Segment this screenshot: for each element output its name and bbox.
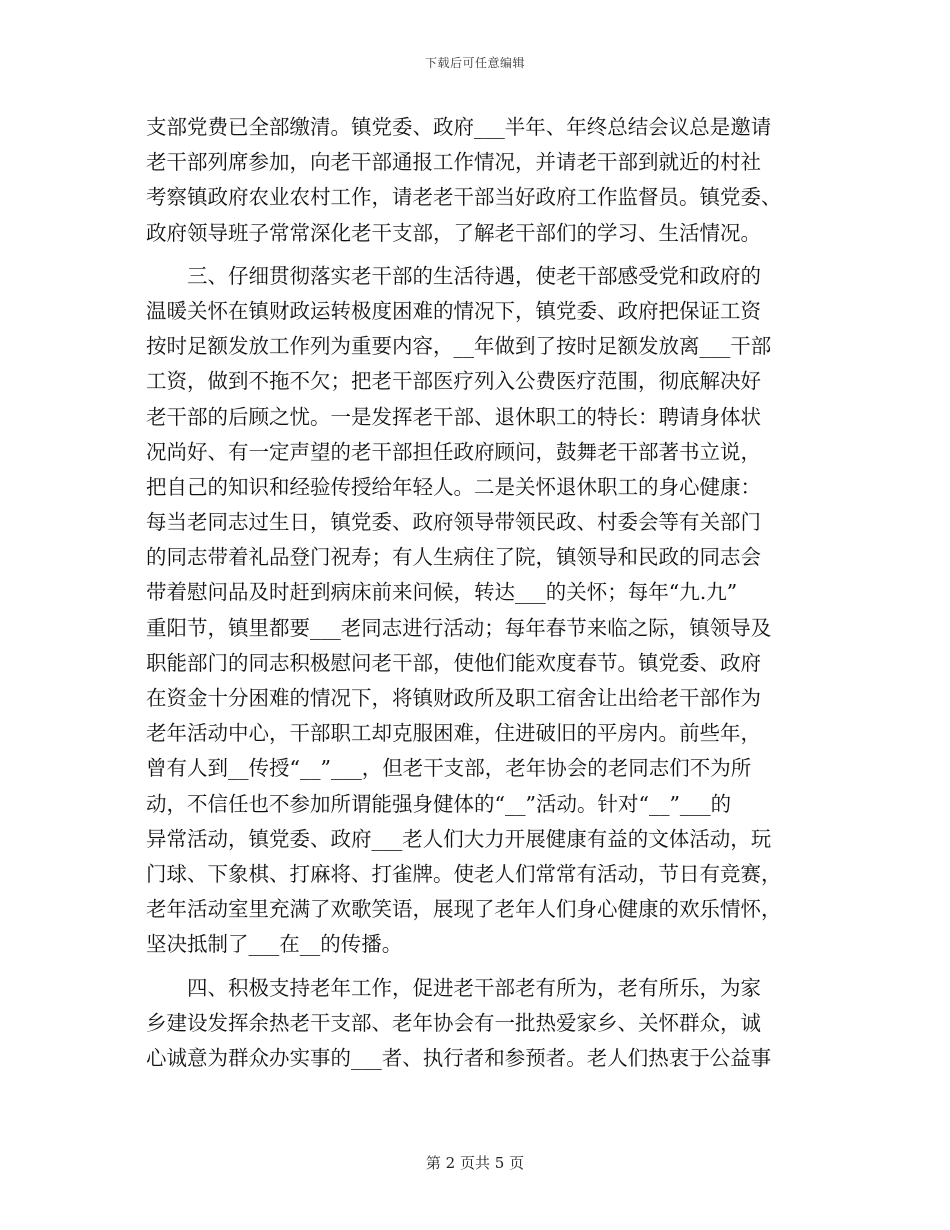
paragraph-2 bbox=[146, 259, 806, 963]
text-line: 老年活动室里充满了欢歌笑语，展现了老年人们身心健康的欢乐情怀， bbox=[146, 897, 782, 922]
text-line: 把自己的知识和经验传授给年轻人。二是关怀退休职工的身心健康： bbox=[146, 474, 761, 499]
text-line: 政府领导班子常常深化老干支部，了解老干部们的学习、生活情况。 bbox=[146, 220, 761, 245]
text-line: 每当老同志过生日，镇党委、政府领导带领民政、村委会等有关部门 bbox=[146, 510, 761, 535]
text-line: 按时足额发放工作列为重要内容，__年做到了按时足额发放离___干部 bbox=[146, 334, 772, 359]
text-line: 异常活动，镇党委、政府___老人们大力开展健康有益的文体活动，玩 bbox=[146, 826, 772, 851]
paragraph-3 bbox=[146, 971, 806, 1077]
text-line: 重阳节，镇里都要___老同志进行活动；每年春节来临之际，镇领导及 bbox=[146, 615, 772, 640]
page-header: 下载后可任意编辑 bbox=[424, 56, 525, 70]
text-line: 四、积极支持老年工作，促进老干部老有所为，老有所乐，为家 bbox=[146, 975, 761, 1000]
text-line: 老干部列席参加，向老干部通报工作情况，并请老干部到就近的村社 bbox=[146, 150, 761, 175]
text-line: 老干部的后顾之忧。一是发挥老干部、退休职工的特长：聘请身体状 bbox=[146, 404, 761, 429]
text-line: 工资，做到不拖不欠；把老干部医疗列入公费医疗范围，彻底解决好 bbox=[146, 369, 761, 394]
text-line: 坚决抵制了___在__的传播。 bbox=[146, 932, 403, 957]
paragraph-1 bbox=[146, 110, 806, 251]
text-line: 曾有人到__传授“__”___，但老干支部，老年协会的老同志们不为所 bbox=[146, 756, 752, 781]
paragraph-gap bbox=[146, 963, 806, 971]
document-body bbox=[146, 110, 806, 1076]
text-line: 况尚好、有一定声望的老干部担任政府顾问，鼓舞老干部著书立说， bbox=[146, 439, 761, 464]
text-line: 门球、下象棋、打麻将、打雀牌。使老人们常常有活动，节日有竞赛， bbox=[146, 861, 782, 886]
text-line: 老年活动中心，干部职工却克服困难，住进破旧的平房内。前些年， bbox=[146, 721, 761, 746]
page-number: 第 2 页共 5 页 bbox=[425, 1154, 525, 1172]
text-line: 职能部门的同志积极慰问老干部，使他们能欢度春节。镇党委、政府 bbox=[146, 650, 761, 675]
text-line: 三、仔细贯彻落实老干部的生活待遇，使老干部感受党和政府的 bbox=[146, 263, 761, 288]
text-line: 乡建设发挥余热老干支部、老年协会有一批热爱家乡、关怀群众，诚 bbox=[146, 1010, 761, 1035]
text-line: 的同志带着礼品登门祝寿；有人生病住了院，镇领导和民政的同志会 bbox=[146, 545, 761, 570]
text-line: 动，不信任也不参加所谓能强身健体的“__”活动。针对“__”___的 bbox=[146, 791, 732, 816]
text-line: 心诚意为群众办实事的___者、执行者和参预者。老人们热衷于公益事 bbox=[146, 1045, 772, 1070]
text-line: 温暖关怀在镇财政运转极度困难的情况下，镇党委、政府把保证工资 bbox=[146, 298, 761, 323]
text-line: 带着慰问品及时赶到病床前来问候，转达___的关怀；每年“九.九” bbox=[146, 580, 738, 605]
text-line: 考察镇政府农业农村工作，请老老干部当好政府工作监督员。镇党委、 bbox=[146, 185, 782, 210]
text-line: 在资金十分困难的情况下，将镇财政所及职工宿舍让出给老干部作为 bbox=[146, 686, 761, 710]
paragraph-gap bbox=[146, 251, 806, 259]
text-line: 支部党费已全部缴清。镇党委、政府___半年、年终总结会议总是邀请 bbox=[146, 115, 772, 139]
